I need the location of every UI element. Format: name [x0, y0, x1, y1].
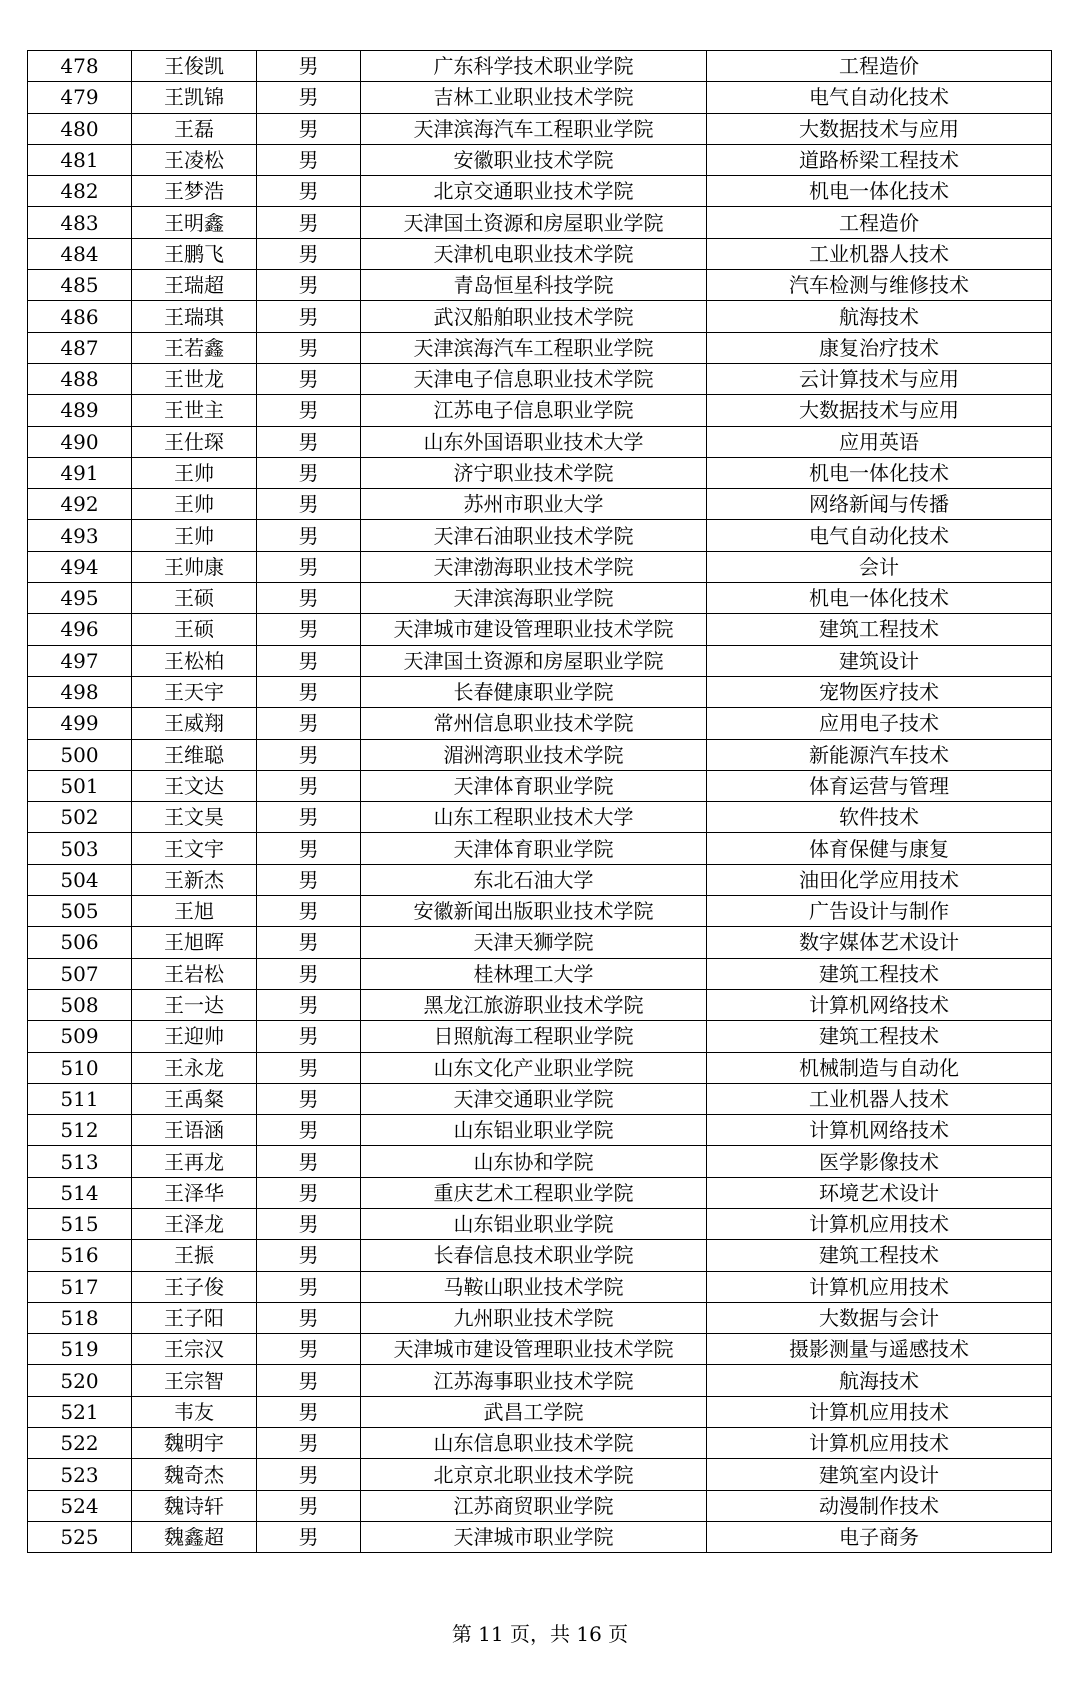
table-row: [28, 426, 1052, 457]
major-cell: 会计: [707, 551, 1052, 582]
school-cell: 江苏商贸职业学院: [361, 1490, 707, 1521]
name-cell: 王文达: [132, 770, 257, 801]
major-cell: 建筑工程技术: [707, 958, 1052, 989]
major-cell: 建筑工程技术: [707, 1240, 1052, 1271]
major-cell: 环境艺术设计: [707, 1177, 1052, 1208]
major-cell: 工程造价: [707, 207, 1052, 238]
major-cell: 航海技术: [707, 301, 1052, 332]
major-cell: 应用英语: [707, 426, 1052, 457]
school-cell: 安徽职业技术学院: [361, 144, 707, 175]
gender-cell: 男: [257, 51, 361, 82]
major-cell: 油田化学应用技术: [707, 864, 1052, 895]
school-cell: 山东文化产业职业学院: [361, 1052, 707, 1083]
seq-cell: 484: [28, 238, 132, 269]
gender-cell: 男: [257, 739, 361, 770]
seq-cell: 495: [28, 583, 132, 614]
table-row: [28, 207, 1052, 238]
seq-cell: 496: [28, 614, 132, 645]
seq-cell: 506: [28, 927, 132, 958]
table-row: [28, 113, 1052, 144]
name-cell: 王永龙: [132, 1052, 257, 1083]
seq-cell: 519: [28, 1334, 132, 1365]
seq-cell: 482: [28, 176, 132, 207]
school-cell: 吉林工业职业技术学院: [361, 82, 707, 113]
school-cell: 天津国土资源和房屋职业学院: [361, 207, 707, 238]
name-cell: 王语涵: [132, 1115, 257, 1146]
table-row: [28, 551, 1052, 582]
name-cell: 王新杰: [132, 864, 257, 895]
name-cell: 王宗汉: [132, 1334, 257, 1365]
major-cell: 摄影测量与遥感技术: [707, 1334, 1052, 1365]
gender-cell: 男: [257, 583, 361, 614]
seq-cell: 524: [28, 1490, 132, 1521]
school-cell: 天津滨海汽车工程职业学院: [361, 113, 707, 144]
school-cell: 天津电子信息职业技术学院: [361, 363, 707, 394]
name-cell: 王帅: [132, 457, 257, 488]
major-cell: 云计算技术与应用: [707, 363, 1052, 394]
major-cell: 汽车检测与维修技术: [707, 270, 1052, 301]
table-row: [28, 489, 1052, 520]
gender-cell: 男: [257, 1459, 361, 1490]
gender-cell: 男: [257, 363, 361, 394]
name-cell: 王瑞超: [132, 270, 257, 301]
name-cell: 王明鑫: [132, 207, 257, 238]
school-cell: 天津滨海职业学院: [361, 583, 707, 614]
table-row: [28, 1302, 1052, 1333]
major-cell: 大数据与会计: [707, 1302, 1052, 1333]
table-row: [28, 676, 1052, 707]
gender-cell: 男: [257, 207, 361, 238]
table-row: [28, 896, 1052, 927]
name-cell: 王振: [132, 1240, 257, 1271]
school-cell: 安徽新闻出版职业技术学院: [361, 896, 707, 927]
major-cell: 电气自动化技术: [707, 520, 1052, 551]
major-cell: 建筑室内设计: [707, 1459, 1052, 1490]
seq-cell: 493: [28, 520, 132, 551]
gender-cell: 男: [257, 301, 361, 332]
gender-cell: 男: [257, 1521, 361, 1552]
seq-cell: 500: [28, 739, 132, 770]
table-row: [28, 51, 1052, 82]
seq-cell: 514: [28, 1177, 132, 1208]
school-cell: 青岛恒星科技学院: [361, 270, 707, 301]
seq-cell: 480: [28, 113, 132, 144]
table-row: [28, 802, 1052, 833]
gender-cell: 男: [257, 1334, 361, 1365]
seq-cell: 481: [28, 144, 132, 175]
gender-cell: 男: [257, 927, 361, 958]
table-row: [28, 989, 1052, 1020]
school-cell: 天津体育职业学院: [361, 833, 707, 864]
seq-cell: 520: [28, 1365, 132, 1396]
school-cell: 重庆艺术工程职业学院: [361, 1177, 707, 1208]
major-cell: 动漫制作技术: [707, 1490, 1052, 1521]
gender-cell: 男: [257, 896, 361, 927]
table-row: [28, 1428, 1052, 1459]
name-cell: 王泽华: [132, 1177, 257, 1208]
roster-table: [27, 50, 1052, 1553]
table-row: [28, 457, 1052, 488]
school-cell: 江苏电子信息职业学院: [361, 395, 707, 426]
table-row: [28, 1177, 1052, 1208]
major-cell: 软件技术: [707, 802, 1052, 833]
name-cell: 魏明宇: [132, 1428, 257, 1459]
gender-cell: 男: [257, 1021, 361, 1052]
school-cell: 北京交通职业技术学院: [361, 176, 707, 207]
major-cell: 道路桥梁工程技术: [707, 144, 1052, 175]
gender-cell: 男: [257, 614, 361, 645]
name-cell: 王若鑫: [132, 332, 257, 363]
seq-cell: 516: [28, 1240, 132, 1271]
major-cell: 数字媒体艺术设计: [707, 927, 1052, 958]
major-cell: 广告设计与制作: [707, 896, 1052, 927]
school-cell: 马鞍山职业技术学院: [361, 1271, 707, 1302]
school-cell: 天津国土资源和房屋职业学院: [361, 645, 707, 676]
major-cell: 机电一体化技术: [707, 583, 1052, 614]
gender-cell: 男: [257, 489, 361, 520]
name-cell: 王世主: [132, 395, 257, 426]
table-row: [28, 864, 1052, 895]
table-row: [28, 1334, 1052, 1365]
school-cell: 九州职业技术学院: [361, 1302, 707, 1333]
seq-cell: 503: [28, 833, 132, 864]
major-cell: 医学影像技术: [707, 1146, 1052, 1177]
seq-cell: 513: [28, 1146, 132, 1177]
name-cell: 王文宇: [132, 833, 257, 864]
gender-cell: 男: [257, 1490, 361, 1521]
school-cell: 武昌工学院: [361, 1396, 707, 1427]
school-cell: 天津城市建设管理职业技术学院: [361, 1334, 707, 1365]
name-cell: 王瑞琪: [132, 301, 257, 332]
name-cell: 王岩松: [132, 958, 257, 989]
name-cell: 王迎帅: [132, 1021, 257, 1052]
school-cell: 黑龙江旅游职业技术学院: [361, 989, 707, 1020]
table-row: [28, 395, 1052, 426]
name-cell: 王子俊: [132, 1271, 257, 1302]
name-cell: 王凌松: [132, 144, 257, 175]
gender-cell: 男: [257, 864, 361, 895]
seq-cell: 492: [28, 489, 132, 520]
gender-cell: 男: [257, 1083, 361, 1114]
seq-cell: 505: [28, 896, 132, 927]
seq-cell: 494: [28, 551, 132, 582]
seq-cell: 521: [28, 1396, 132, 1427]
seq-cell: 518: [28, 1302, 132, 1333]
name-cell: 王旭: [132, 896, 257, 927]
name-cell: 王磊: [132, 113, 257, 144]
school-cell: 湄洲湾职业技术学院: [361, 739, 707, 770]
name-cell: 王帅: [132, 489, 257, 520]
gender-cell: 男: [257, 958, 361, 989]
gender-cell: 男: [257, 1302, 361, 1333]
major-cell: 电子商务: [707, 1521, 1052, 1552]
gender-cell: 男: [257, 802, 361, 833]
school-cell: 苏州市职业大学: [361, 489, 707, 520]
seq-cell: 497: [28, 645, 132, 676]
gender-cell: 男: [257, 395, 361, 426]
seq-cell: 510: [28, 1052, 132, 1083]
school-cell: 天津天狮学院: [361, 927, 707, 958]
gender-cell: 男: [257, 1396, 361, 1427]
major-cell: 应用电子技术: [707, 708, 1052, 739]
major-cell: 大数据技术与应用: [707, 113, 1052, 144]
major-cell: 工业机器人技术: [707, 1083, 1052, 1114]
major-cell: 电气自动化技术: [707, 82, 1052, 113]
table-row: [28, 958, 1052, 989]
major-cell: 网络新闻与传播: [707, 489, 1052, 520]
gender-cell: 男: [257, 270, 361, 301]
gender-cell: 男: [257, 520, 361, 551]
name-cell: 魏诗轩: [132, 1490, 257, 1521]
seq-cell: 478: [28, 51, 132, 82]
school-cell: 山东协和学院: [361, 1146, 707, 1177]
name-cell: 王硕: [132, 614, 257, 645]
school-cell: 日照航海工程职业学院: [361, 1021, 707, 1052]
major-cell: 计算机应用技术: [707, 1271, 1052, 1302]
table-row: [28, 645, 1052, 676]
page-footer: 第 11 页，共 16 页: [451, 1622, 629, 1646]
school-cell: 天津城市建设管理职业技术学院: [361, 614, 707, 645]
name-cell: 魏奇杰: [132, 1459, 257, 1490]
major-cell: 机电一体化技术: [707, 176, 1052, 207]
gender-cell: 男: [257, 1365, 361, 1396]
school-cell: 天津城市职业学院: [361, 1521, 707, 1552]
school-cell: 东北石油大学: [361, 864, 707, 895]
table-row: [28, 1052, 1052, 1083]
seq-cell: 485: [28, 270, 132, 301]
major-cell: 大数据技术与应用: [707, 395, 1052, 426]
gender-cell: 男: [257, 1177, 361, 1208]
seq-cell: 488: [28, 363, 132, 394]
major-cell: 机械制造与自动化: [707, 1052, 1052, 1083]
seq-cell: 501: [28, 770, 132, 801]
major-cell: 康复治疗技术: [707, 332, 1052, 363]
name-cell: 王再龙: [132, 1146, 257, 1177]
major-cell: 计算机网络技术: [707, 1115, 1052, 1146]
seq-cell: 511: [28, 1083, 132, 1114]
major-cell: 航海技术: [707, 1365, 1052, 1396]
table-row: [28, 176, 1052, 207]
gender-cell: 男: [257, 551, 361, 582]
gender-cell: 男: [257, 1146, 361, 1177]
table-row: [28, 1271, 1052, 1302]
school-cell: 天津机电职业技术学院: [361, 238, 707, 269]
table-row: [28, 1083, 1052, 1114]
name-cell: 王世龙: [132, 363, 257, 394]
table-row: [28, 614, 1052, 645]
school-cell: 长春健康职业学院: [361, 676, 707, 707]
seq-cell: 507: [28, 958, 132, 989]
school-cell: 山东工程职业技术大学: [361, 802, 707, 833]
school-cell: 常州信息职业技术学院: [361, 708, 707, 739]
name-cell: 王俊凯: [132, 51, 257, 82]
major-cell: 工业机器人技术: [707, 238, 1052, 269]
table-row: [28, 1115, 1052, 1146]
seq-cell: 508: [28, 989, 132, 1020]
gender-cell: 男: [257, 1052, 361, 1083]
school-cell: 天津渤海职业技术学院: [361, 551, 707, 582]
seq-cell: 515: [28, 1208, 132, 1239]
school-cell: 山东外国语职业技术大学: [361, 426, 707, 457]
table-row: [28, 1021, 1052, 1052]
gender-cell: 男: [257, 332, 361, 363]
name-cell: 王松柏: [132, 645, 257, 676]
name-cell: 王旭晖: [132, 927, 257, 958]
table-row: [28, 1240, 1052, 1271]
seq-cell: 483: [28, 207, 132, 238]
seq-cell: 522: [28, 1428, 132, 1459]
name-cell: 韦友: [132, 1396, 257, 1427]
table-row: [28, 927, 1052, 958]
gender-cell: 男: [257, 645, 361, 676]
gender-cell: 男: [257, 82, 361, 113]
seq-cell: 502: [28, 802, 132, 833]
seq-cell: 490: [28, 426, 132, 457]
name-cell: 王一达: [132, 989, 257, 1020]
table-row: [28, 82, 1052, 113]
table-row: [28, 1365, 1052, 1396]
name-cell: 王维聪: [132, 739, 257, 770]
major-cell: 体育运营与管理: [707, 770, 1052, 801]
table-row: [28, 238, 1052, 269]
table-row: [28, 1396, 1052, 1427]
major-cell: 计算机应用技术: [707, 1396, 1052, 1427]
name-cell: 王帅康: [132, 551, 257, 582]
gender-cell: 男: [257, 176, 361, 207]
name-cell: 王硕: [132, 583, 257, 614]
gender-cell: 男: [257, 457, 361, 488]
name-cell: 王文昊: [132, 802, 257, 833]
gender-cell: 男: [257, 113, 361, 144]
school-cell: 山东信息职业技术学院: [361, 1428, 707, 1459]
name-cell: 王天宇: [132, 676, 257, 707]
table-row: [28, 144, 1052, 175]
seq-cell: 504: [28, 864, 132, 895]
major-cell: 宠物医疗技术: [707, 676, 1052, 707]
table-row: [28, 1490, 1052, 1521]
seq-cell: 509: [28, 1021, 132, 1052]
name-cell: 王仕琛: [132, 426, 257, 457]
gender-cell: 男: [257, 770, 361, 801]
name-cell: 王泽龙: [132, 1208, 257, 1239]
school-cell: 天津石油职业技术学院: [361, 520, 707, 551]
major-cell: 工程造价: [707, 51, 1052, 82]
major-cell: 建筑设计: [707, 645, 1052, 676]
school-cell: 济宁职业技术学院: [361, 457, 707, 488]
name-cell: 王子阳: [132, 1302, 257, 1333]
gender-cell: 男: [257, 1115, 361, 1146]
table-row: [28, 1208, 1052, 1239]
seq-cell: 523: [28, 1459, 132, 1490]
table-row: [28, 1146, 1052, 1177]
major-cell: 体育保健与康复: [707, 833, 1052, 864]
gender-cell: 男: [257, 144, 361, 175]
school-cell: 山东铝业职业学院: [361, 1208, 707, 1239]
gender-cell: 男: [257, 989, 361, 1020]
gender-cell: 男: [257, 1208, 361, 1239]
major-cell: 建筑工程技术: [707, 1021, 1052, 1052]
seq-cell: 525: [28, 1521, 132, 1552]
gender-cell: 男: [257, 238, 361, 269]
seq-cell: 517: [28, 1271, 132, 1302]
seq-cell: 487: [28, 332, 132, 363]
gender-cell: 男: [257, 426, 361, 457]
gender-cell: 男: [257, 1240, 361, 1271]
school-cell: 北京京北职业技术学院: [361, 1459, 707, 1490]
name-cell: 王宗智: [132, 1365, 257, 1396]
major-cell: 计算机应用技术: [707, 1208, 1052, 1239]
gender-cell: 男: [257, 1271, 361, 1302]
seq-cell: 491: [28, 457, 132, 488]
gender-cell: 男: [257, 676, 361, 707]
table-row: [28, 301, 1052, 332]
major-cell: 机电一体化技术: [707, 457, 1052, 488]
school-cell: 江苏海事职业技术学院: [361, 1365, 707, 1396]
table-row: [28, 770, 1052, 801]
name-cell: 魏鑫超: [132, 1521, 257, 1552]
major-cell: 建筑工程技术: [707, 614, 1052, 645]
table-row: [28, 1521, 1052, 1552]
major-cell: 新能源汽车技术: [707, 739, 1052, 770]
seq-cell: 489: [28, 395, 132, 426]
major-cell: 计算机应用技术: [707, 1428, 1052, 1459]
seq-cell: 486: [28, 301, 132, 332]
school-cell: 长春信息技术职业学院: [361, 1240, 707, 1271]
name-cell: 王帅: [132, 520, 257, 551]
school-cell: 武汉船舶职业技术学院: [361, 301, 707, 332]
table-row: [28, 1459, 1052, 1490]
gender-cell: 男: [257, 708, 361, 739]
seq-cell: 499: [28, 708, 132, 739]
table-row: [28, 708, 1052, 739]
seq-cell: 512: [28, 1115, 132, 1146]
school-cell: 山东铝业职业学院: [361, 1115, 707, 1146]
school-cell: 天津交通职业学院: [361, 1083, 707, 1114]
school-cell: 天津体育职业学院: [361, 770, 707, 801]
school-cell: 天津滨海汽车工程职业学院: [361, 332, 707, 363]
name-cell: 王鹏飞: [132, 238, 257, 269]
table-row: [28, 270, 1052, 301]
school-cell: 桂林理工大学: [361, 958, 707, 989]
name-cell: 王凯锦: [132, 82, 257, 113]
seq-cell: 479: [28, 82, 132, 113]
table-row: [28, 833, 1052, 864]
school-cell: 广东科学技术职业学院: [361, 51, 707, 82]
table-row: [28, 332, 1052, 363]
name-cell: 王威翔: [132, 708, 257, 739]
name-cell: 王梦浩: [132, 176, 257, 207]
gender-cell: 男: [257, 1428, 361, 1459]
table-row: [28, 363, 1052, 394]
name-cell: 王禹粲: [132, 1083, 257, 1114]
major-cell: 计算机网络技术: [707, 989, 1052, 1020]
gender-cell: 男: [257, 833, 361, 864]
table-row: [28, 583, 1052, 614]
table-row: [28, 520, 1052, 551]
seq-cell: 498: [28, 676, 132, 707]
table-row: [28, 739, 1052, 770]
